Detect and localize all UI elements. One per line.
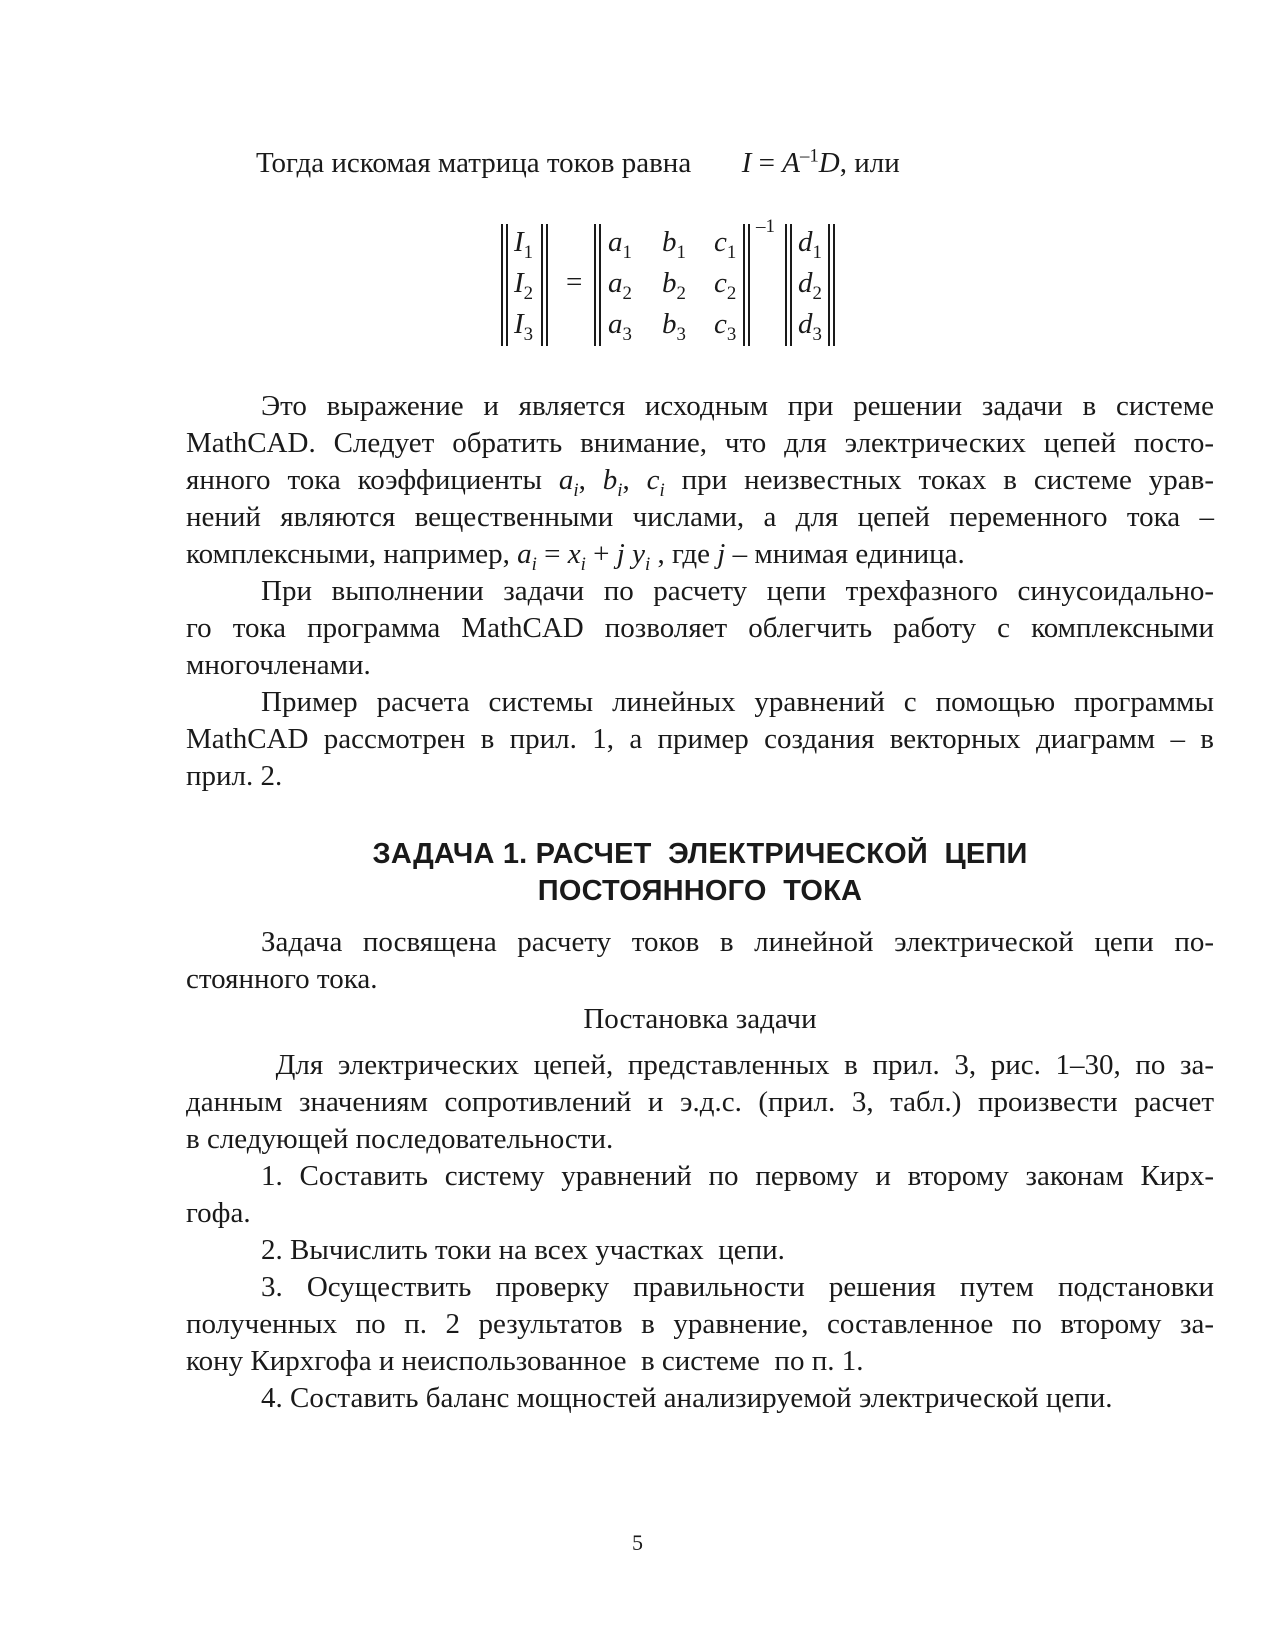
matrix-cell: $b_1$ bbox=[662, 226, 686, 263]
paragraph-task-intro bbox=[186, 924, 1214, 998]
matrix-cell: $d_3$ bbox=[798, 308, 822, 345]
text-line: го тока программа MathCAD позволяет облегчить работу с комплексными bbox=[186, 612, 1214, 644]
matrix-cell: $a_3$ bbox=[608, 308, 632, 345]
norm-bar bbox=[790, 224, 792, 346]
matrix-cell: $c_3$ bbox=[714, 308, 737, 345]
norm-bar bbox=[594, 224, 596, 346]
matrix-inverse-exp: –1 bbox=[756, 216, 775, 237]
paragraph-three-phase bbox=[186, 573, 1214, 684]
norm-bar bbox=[743, 224, 745, 346]
matrix-cell: $b_2$ bbox=[662, 267, 686, 304]
matrix-equals: = bbox=[566, 266, 583, 298]
norm-bar bbox=[828, 224, 830, 346]
text-line: нений являются вещественными числами, а для цепей переменного тока – bbox=[186, 501, 1214, 533]
norm-bar bbox=[833, 224, 835, 346]
formula-d: D bbox=[818, 147, 840, 179]
paragraph-problem-statement bbox=[186, 1047, 1214, 1158]
subheading: Постановка задачи bbox=[583, 1003, 817, 1035]
list-item: 3. Осуществить проверку правильности решения путем подстановки bbox=[261, 1271, 1214, 1303]
formula-a: A bbox=[782, 147, 800, 179]
text-line: комплексными, например, $a_i = x_i + j$ $y_i$ , где j – мнимая единица. bbox=[186, 538, 965, 575]
text-line: MathCAD. Следует обратить внимание, что для электрических цепей посто- bbox=[186, 427, 1214, 459]
norm-bar bbox=[748, 224, 750, 346]
formula-exp: –1 bbox=[799, 145, 819, 167]
steps-list bbox=[186, 1158, 1214, 1417]
text-line: MathCAD рассмотрен в прил. 1, а пример создания векторных диаграмм – в bbox=[186, 723, 1214, 755]
formula-tail: , или bbox=[839, 147, 900, 179]
norm-bar bbox=[785, 224, 787, 346]
matrix-cell: $I_2$ bbox=[514, 267, 534, 304]
heading-line: ЗАДАЧА 1. РАСЧЕТ ЭЛЕКТРИЧЕСКОЙ ЦЕПИ bbox=[372, 838, 1028, 870]
formula-eq: = bbox=[751, 147, 783, 179]
text-line: многочленами. bbox=[186, 649, 371, 681]
matrix-cell: $b_3$ bbox=[662, 308, 686, 345]
matrix-cell: $d_2$ bbox=[798, 267, 822, 304]
text-line: Для электрических цепей, представленных в прил. 3, рис. 1–30, по за- bbox=[261, 1049, 1214, 1081]
text-line: Это выражение и является исходным при решении задачи в системе bbox=[261, 390, 1214, 422]
norm-bar bbox=[506, 224, 508, 346]
matrix-cell: $c_1$ bbox=[714, 226, 737, 263]
matrix-cell: $d_1$ bbox=[798, 226, 822, 263]
page-number: 5 bbox=[632, 1530, 643, 1555]
list-item: 2. Вычислить токи на всех участках цепи. bbox=[261, 1234, 785, 1266]
text-line: стоянного тока. bbox=[186, 963, 378, 995]
formula-lhs: I bbox=[741, 147, 752, 179]
norm-bar bbox=[541, 224, 543, 346]
norm-bar bbox=[546, 224, 548, 346]
text-line: в следующей последовательности. bbox=[186, 1123, 614, 1155]
paragraph-example bbox=[186, 684, 1214, 795]
matrix-cell: $I_3$ bbox=[514, 308, 534, 345]
text-line: данным значениям сопротивлений и э.д.с. (прил. 3, табл.) произвести расчет bbox=[186, 1086, 1214, 1118]
list-item: 1. Составить систему уравнений по первому и второму законам Кирх- bbox=[261, 1160, 1214, 1192]
norm-bar bbox=[599, 224, 601, 346]
paragraph-mathcad-intro bbox=[186, 388, 1214, 573]
text-line: Задача посвящена расчету токов в линейной электрической цепи по- bbox=[261, 926, 1214, 958]
matrix-cell: $a_1$ bbox=[608, 226, 632, 263]
list-item-cont: гофа. bbox=[186, 1197, 251, 1229]
matrix-cell: $a_2$ bbox=[608, 267, 632, 304]
intro-line bbox=[256, 145, 900, 182]
text-line: Пример расчета системы линейных уравнений с помощью программы bbox=[261, 686, 1214, 718]
text-line: прил. 2. bbox=[186, 760, 283, 792]
list-item: 4. Составить баланс мощностей анализируемой электрической цепи. bbox=[261, 1382, 1113, 1414]
norm-bar bbox=[501, 224, 503, 346]
matrix-equation bbox=[480, 216, 880, 352]
matrix-cell: $c_2$ bbox=[714, 267, 737, 304]
section-heading bbox=[186, 836, 1214, 910]
text-line: При выполнении задачи по расчету цепи трехфазного синусоидально- bbox=[261, 575, 1214, 607]
list-item-cont: кону Кирхгофа и неиспользованное в системе по п. 1. bbox=[186, 1345, 864, 1377]
intro-lead: Тогда искомая матрица токов равна bbox=[256, 147, 692, 179]
list-item-cont: полученных по п. 2 результатов в уравнение, составленное по второму за- bbox=[186, 1308, 1214, 1340]
text-line: янного тока коэффициенты $a_i$, $b_i$, $c_i$ при неизвестных токах в системе урав- bbox=[186, 464, 1214, 501]
heading-line: ПОСТОЯННОГО ТОКА bbox=[537, 875, 863, 907]
matrix-cell: $I_1$ bbox=[514, 226, 534, 263]
